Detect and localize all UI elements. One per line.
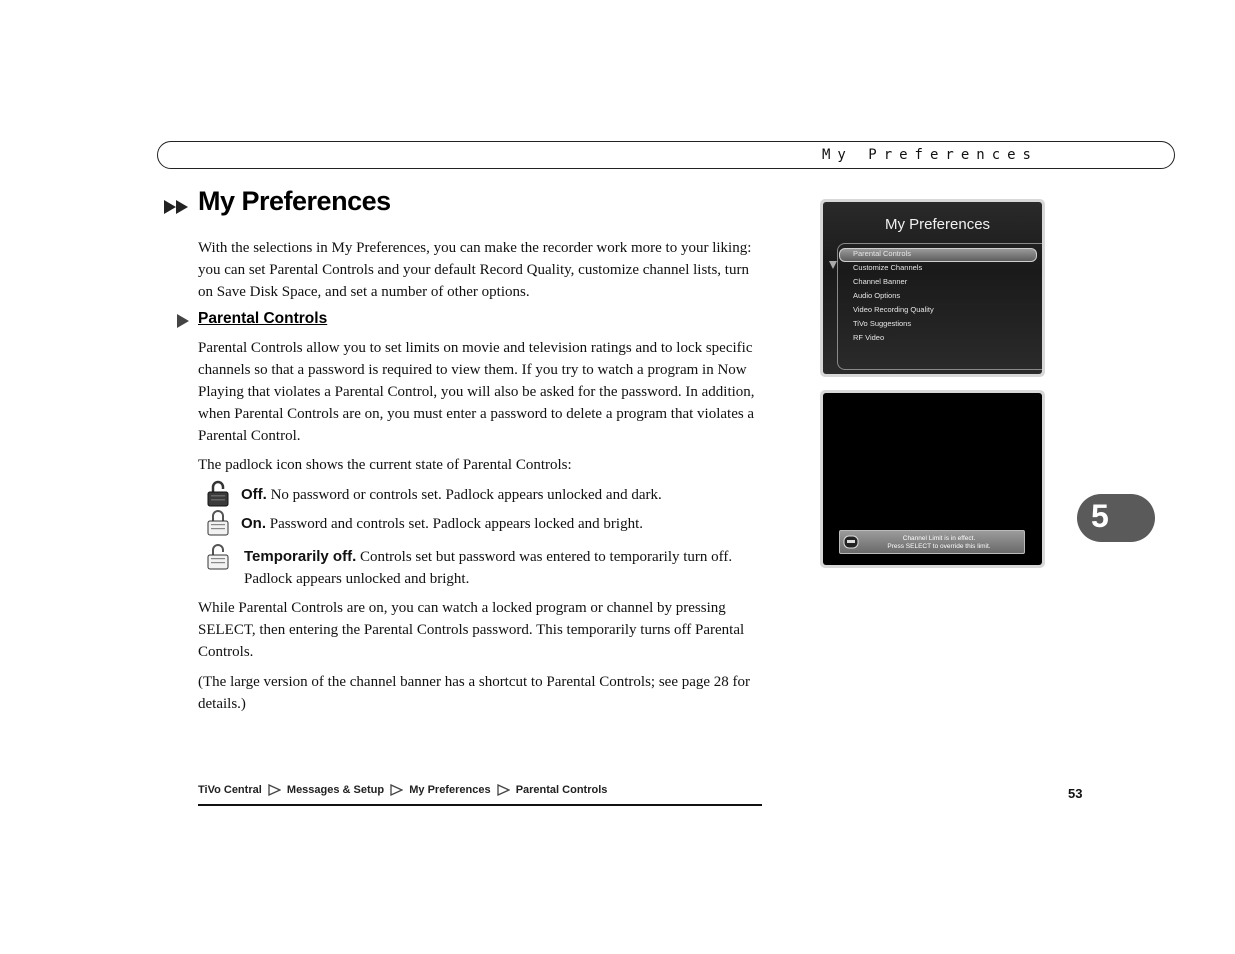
padlock-intro-paragraph: The padlock icon shows the current state of Parental Controls: xyxy=(198,457,572,473)
lock-off-label: Off. xyxy=(241,486,267,503)
chapter-number: 5 xyxy=(1091,498,1109,534)
parental-controls-paragraph: Parental Controls allow you to set limits on movie and television ratings and to lock specific channels so that a password is required to view them. If you try to watch a program in Now Playing that violates a Parental Control, you will also be asked for the password. In addition, when Parental Controls are on, you must enter a password to delete a program that violates a Parental Control. xyxy=(198,340,755,444)
banner-line-2: Press SELECT to override this limit. xyxy=(887,543,991,550)
menu-item: Audio Options xyxy=(853,291,901,300)
breadcrumb-item: My Preferences xyxy=(409,784,491,797)
lock-on-description: Password and controls set. Padlock appears locked and bright. xyxy=(269,516,643,532)
menu-item: Video Recording Quality xyxy=(853,305,934,314)
lock-off-text xyxy=(241,484,662,506)
page-number: 53 xyxy=(1068,786,1083,801)
intro-paragraph: With the selections in My Preferences, you can make the recorder work more to your liking: you can set Parental Controls and your default Record Quality, customize channel lists, turn on Save Disk Space, and set a number of other options. xyxy=(198,240,752,300)
screen-menu xyxy=(823,202,1042,374)
fast-forward-icon xyxy=(164,198,190,216)
menu-item: Parental Controls xyxy=(853,249,911,258)
section-arrow-icon xyxy=(177,314,189,328)
lock-temp-text xyxy=(244,546,732,590)
running-header xyxy=(157,141,1175,169)
breadcrumb-item: Parental Controls xyxy=(515,784,608,797)
menu-item: RF Video xyxy=(853,333,885,342)
my-preferences-screenshot xyxy=(820,199,1045,377)
lock-temp-label: Temporarily off. xyxy=(244,548,357,565)
breadcrumb-separator-icon xyxy=(497,784,510,796)
padlock-locked-bright-icon xyxy=(205,509,231,537)
channel-limit-screenshot xyxy=(820,390,1045,568)
menu-item: Channel Banner xyxy=(853,277,908,286)
screen-black xyxy=(823,393,1042,565)
banner-line-1: Channel Limit is in effect. xyxy=(902,535,976,542)
breadcrumb-separator-icon xyxy=(390,784,403,796)
page-title: My Preferences xyxy=(198,186,391,216)
breadcrumb-item: Messages & Setup xyxy=(286,784,385,797)
running-header-title: My Preferences xyxy=(821,147,1038,163)
padlock-unlocked-bright-icon xyxy=(205,543,231,571)
menu-item: TiVo Suggestions xyxy=(853,319,912,328)
lock-off-description: No password or controls set. Padlock appears unlocked and dark. xyxy=(270,487,662,503)
lock-temp-description: Controls set but password was entered to temporarily turn off. xyxy=(360,549,733,565)
channel-limit-banner xyxy=(839,530,1025,554)
chapter-tab xyxy=(1077,494,1155,542)
scroll-down-icon xyxy=(829,261,837,269)
banner-shortcut-paragraph: (The large version of the channel banner has a shortcut to Parental Controls; see page 28 for details.) xyxy=(198,674,751,712)
screen-menu-title: My Preferences xyxy=(885,216,991,233)
breadcrumb xyxy=(198,784,762,806)
lock-on-label: On. xyxy=(241,515,266,532)
breadcrumb-separator-icon xyxy=(268,784,281,796)
breadcrumb-item: TiVo Central xyxy=(198,784,262,797)
lock-on-text xyxy=(241,513,643,535)
lock-temp-description-2: Padlock appears unlocked and bright. xyxy=(244,571,470,587)
section-title: Parental Controls xyxy=(198,310,328,327)
tivo-logo-icon xyxy=(842,533,860,551)
menu-item: Customize Channels xyxy=(853,263,923,272)
padlock-unlocked-dark-icon xyxy=(205,480,231,508)
while-on-paragraph: While Parental Controls are on, you can watch a locked program or channel by pressing SELECT, then entering the Parental Controls password. This temporarily turns off Parental Controls. xyxy=(198,600,745,660)
